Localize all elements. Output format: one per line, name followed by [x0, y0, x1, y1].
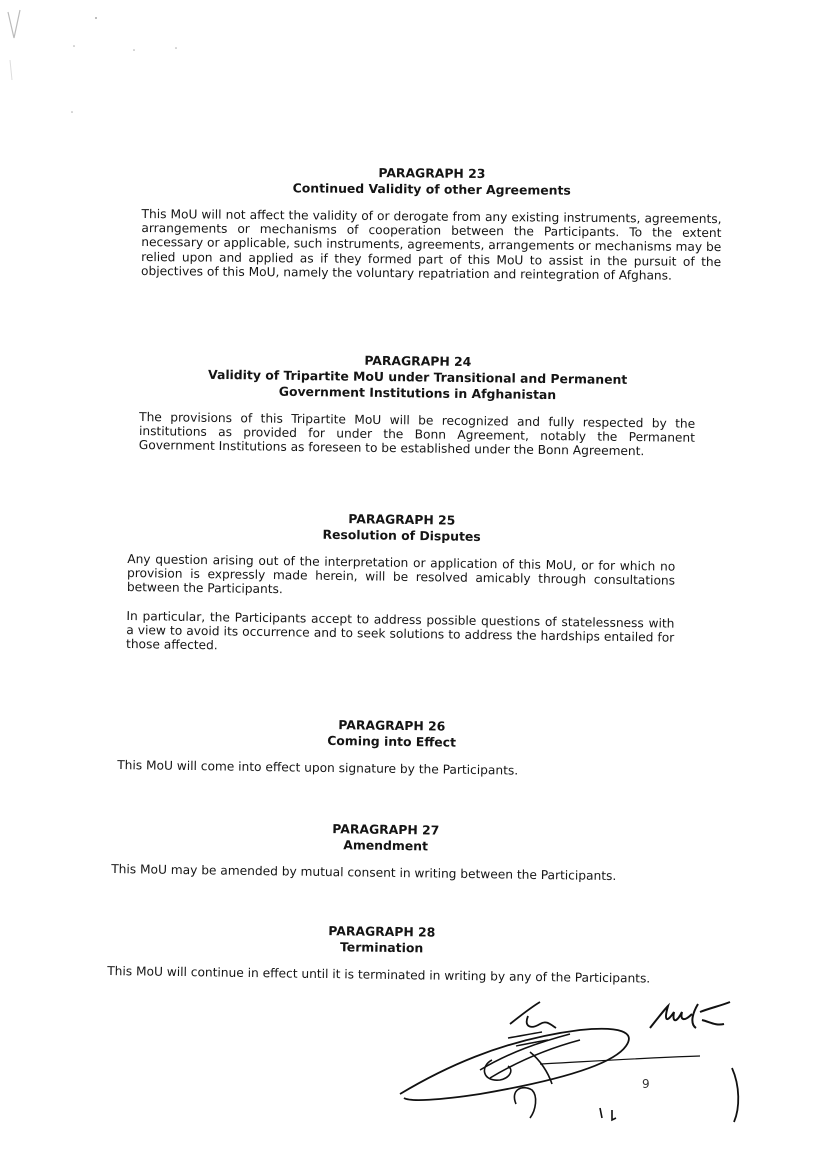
paragraph-body: Any question arising out of the interpretation or application of this MoU, or for which no provision is expressly made herein, will be resolved amicably through consultations between the Participants.	[126, 551, 676, 597]
paragraph-body: In particular, the Participants accept to address possible questions of statelessness with a view to avoid its occurrence and to seek solutions to address the hardships entailed for those affected.	[126, 608, 675, 653]
paragraph-number: PARAGRAPH 26	[338, 717, 446, 734]
paragraph-number: PARAGRAPH 28	[328, 923, 436, 940]
paragraph-number: PARAGRAPH 23	[378, 165, 486, 181]
paragraph-28	[107, 920, 656, 986]
handwritten-signatures	[380, 990, 760, 1140]
paragraph-title: Resolution of Disputes	[322, 526, 481, 544]
paragraph-23	[141, 163, 722, 283]
paragraph-body: This MoU will come into effect upon signature by the Participants.	[117, 757, 519, 778]
paragraph-26	[117, 714, 666, 780]
paragraph-title: Amendment	[343, 837, 429, 854]
paragraph-title: Validity of Tripartite MoU under Transitional and Permanent Government Institutions in Afghanistan	[208, 366, 628, 403]
paragraph-number: PARAGRAPH 27	[332, 821, 440, 838]
paragraph-body: This MoU will not affect the validity of or derogate from any existing instruments, agreements, arrangements or mechanisms of cooperation between the Participants. To the extent necessary or applicable, such instruments, agreements, arrangements or mechanisms may be relied upon and applied as if they formed part of this MoU to assist in the pursuit of the objectives of this MoU, namely the voluntary repatriation and reintegration of Afghans.	[140, 206, 722, 283]
paragraph-24	[139, 350, 696, 459]
paragraph-title: Coming into Effect	[327, 732, 457, 750]
paragraph-number: PARAGRAPH 25	[348, 511, 456, 528]
paragraph-title: Continued Validity of other Agreements	[292, 180, 571, 198]
paragraph-25	[126, 508, 676, 659]
paragraph-27	[111, 818, 660, 884]
page-number: 9	[642, 1077, 650, 1091]
paragraph-body: This MoU may be amended by mutual consent in writing between the Participants.	[111, 861, 617, 884]
paragraph-body: This MoU will continue in effect until it is terminated in writing by any of the Participants.	[107, 963, 651, 986]
paragraph-body: The provisions of this Tripartite MoU will be recognized and fully respected by the institutions as provided for under the Bonn Agreement, notably the Permanent Government Institutions as foreseen to be established under the Bonn Agreement.	[138, 409, 696, 459]
paragraph-number: PARAGRAPH 24	[364, 352, 472, 370]
paragraph-title: Termination	[339, 939, 424, 956]
